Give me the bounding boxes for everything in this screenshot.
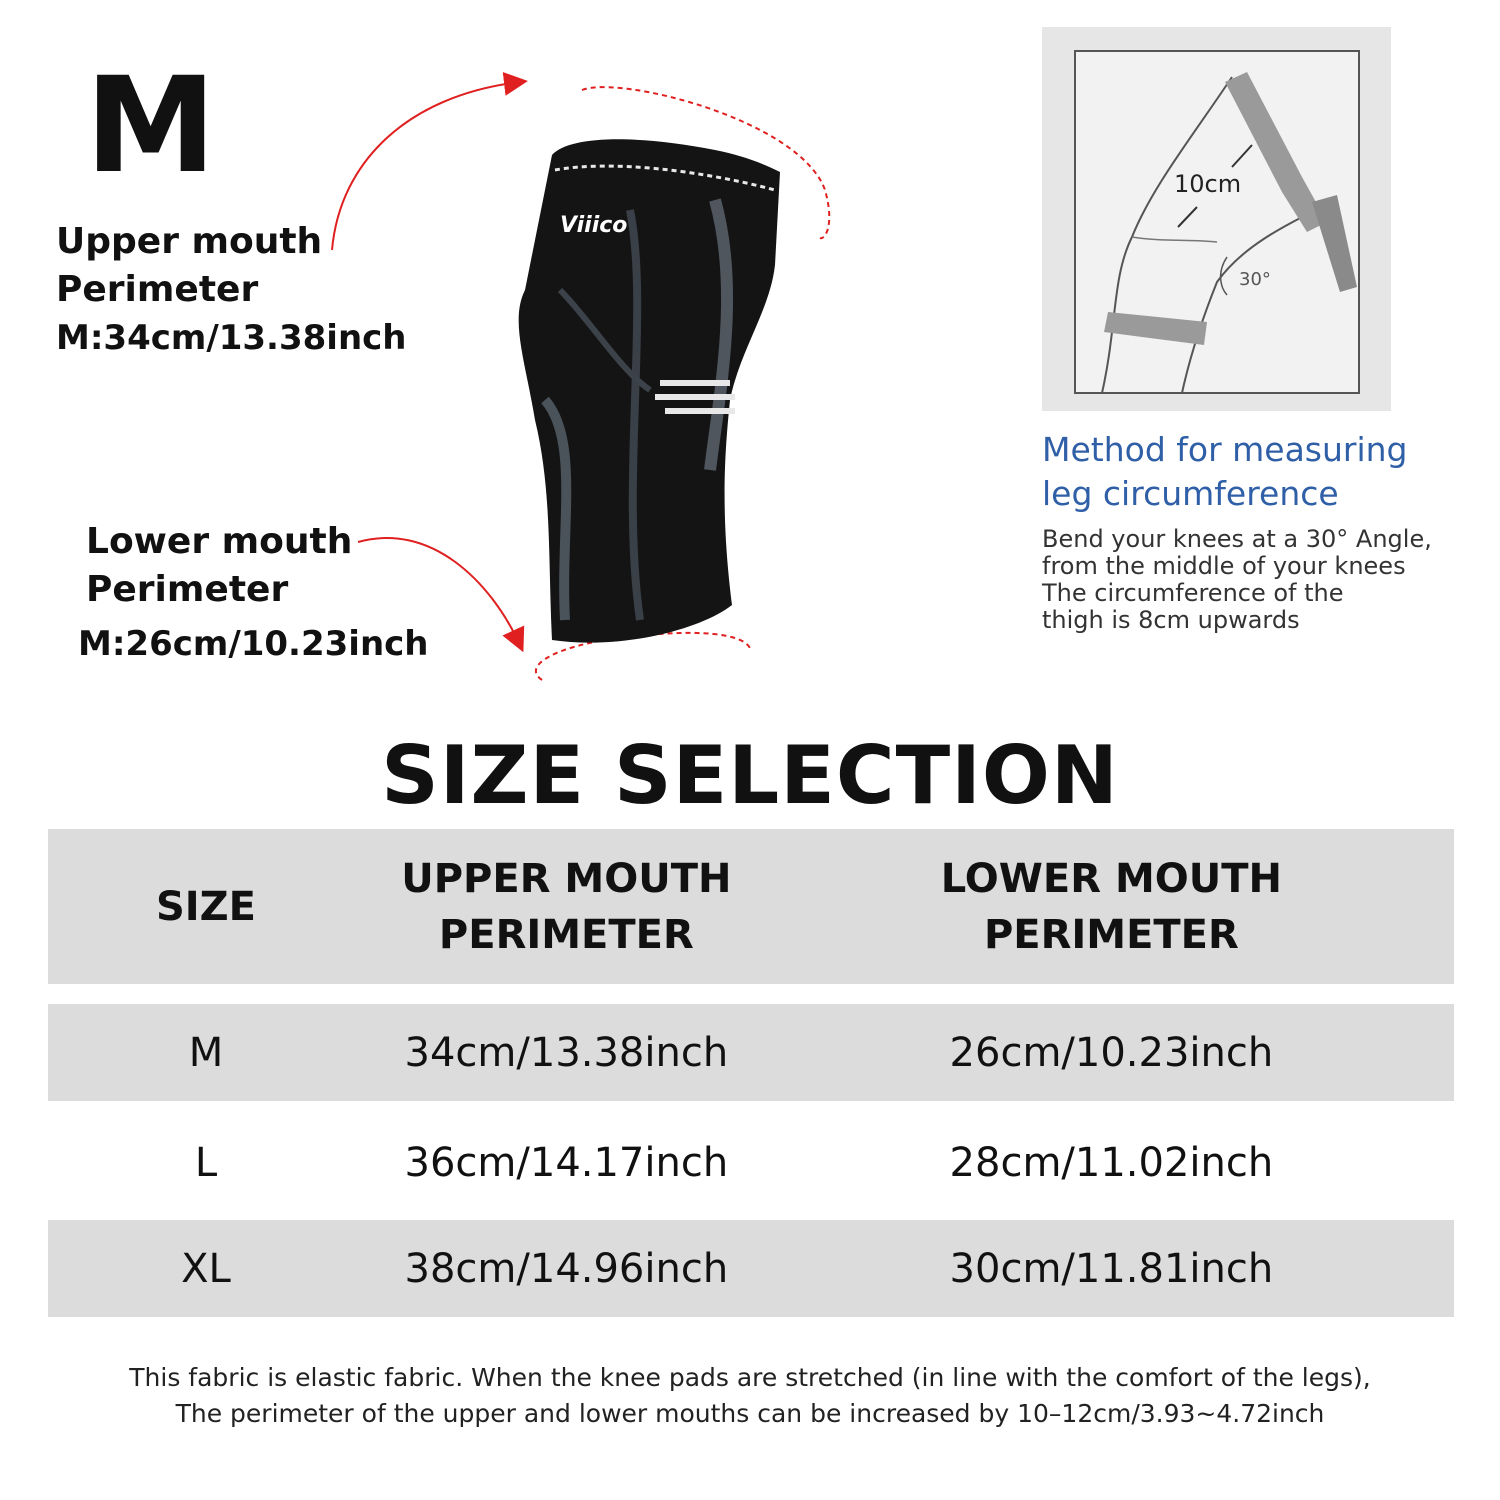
row-size: M xyxy=(188,1029,224,1076)
upper-callout-line1: Upper mouth xyxy=(56,221,323,262)
angle-label: 30° xyxy=(1239,269,1271,290)
measuring-diagram-panel xyxy=(1042,27,1391,411)
method-title-line1: Method for measuring xyxy=(1042,430,1408,469)
measuring-method-description xyxy=(1042,526,1492,634)
row-upper-perimeter: 36cm/14.17inch xyxy=(404,1139,729,1186)
row-size: L xyxy=(194,1139,218,1186)
upper-callout-measurement: M:34cm/13.38inch xyxy=(56,318,407,358)
header-lower-line1: LOWER MOUTH xyxy=(940,855,1283,902)
measuring-method-title xyxy=(1042,428,1482,516)
row-lower-perimeter: 30cm/11.81inch xyxy=(949,1245,1274,1292)
row-lower-perimeter: 26cm/10.23inch xyxy=(949,1029,1274,1076)
lower-callout-line2: Perimeter xyxy=(86,569,289,610)
header-lower-line2: PERIMETER xyxy=(983,911,1239,958)
footnote-line1: This fabric is elastic fabric. When the knee pads are stretched (in line with the comfort of the legs), xyxy=(129,1363,1371,1392)
header-upper-line2: PERIMETER xyxy=(438,911,694,958)
lower-callout-measurement: M:26cm/10.23inch xyxy=(78,624,429,664)
method-desc-line4: thigh is 8cm upwards xyxy=(1042,606,1300,634)
size-label: M xyxy=(85,49,215,203)
method-desc-line3: The circumference of the xyxy=(1042,579,1344,607)
row-upper-perimeter: 34cm/13.38inch xyxy=(404,1029,729,1076)
method-desc-line2: from the middle of your knees xyxy=(1042,552,1406,580)
upper-arrow-icon xyxy=(332,82,520,250)
row-size: XL xyxy=(181,1245,231,1292)
method-title-line2: leg circumference xyxy=(1042,474,1339,513)
header-upper-mouth xyxy=(364,851,769,963)
table-row xyxy=(48,1114,1454,1211)
knee-sleeve-illustration xyxy=(320,60,860,700)
distance-label: 10cm xyxy=(1174,170,1242,198)
leg-measure-diagram xyxy=(1042,27,1391,411)
size-selection-heading: SIZE SELECTION xyxy=(381,729,1119,822)
size-table-header xyxy=(48,829,1454,984)
table-row xyxy=(48,1220,1454,1317)
method-desc-line1: Bend your knees at a 30° Angle, xyxy=(1042,525,1432,553)
brand-logo: Viiico xyxy=(560,213,628,238)
lower-arrow-icon xyxy=(358,538,520,645)
row-upper-perimeter: 38cm/14.96inch xyxy=(404,1245,729,1292)
lower-callout-line1: Lower mouth xyxy=(86,521,353,562)
header-lower-mouth xyxy=(769,851,1454,963)
header-upper-line1: UPPER MOUTH xyxy=(401,855,732,902)
header-size: SIZE xyxy=(155,883,256,930)
table-row xyxy=(48,1004,1454,1101)
footnote-line2: The perimeter of the upper and lower mouths can be increased by 10–12cm/3.93~4.72inch xyxy=(175,1399,1325,1428)
upper-callout-line2: Perimeter xyxy=(56,269,259,310)
elasticity-footnote xyxy=(0,1360,1500,1432)
row-lower-perimeter: 28cm/11.02inch xyxy=(949,1139,1274,1186)
